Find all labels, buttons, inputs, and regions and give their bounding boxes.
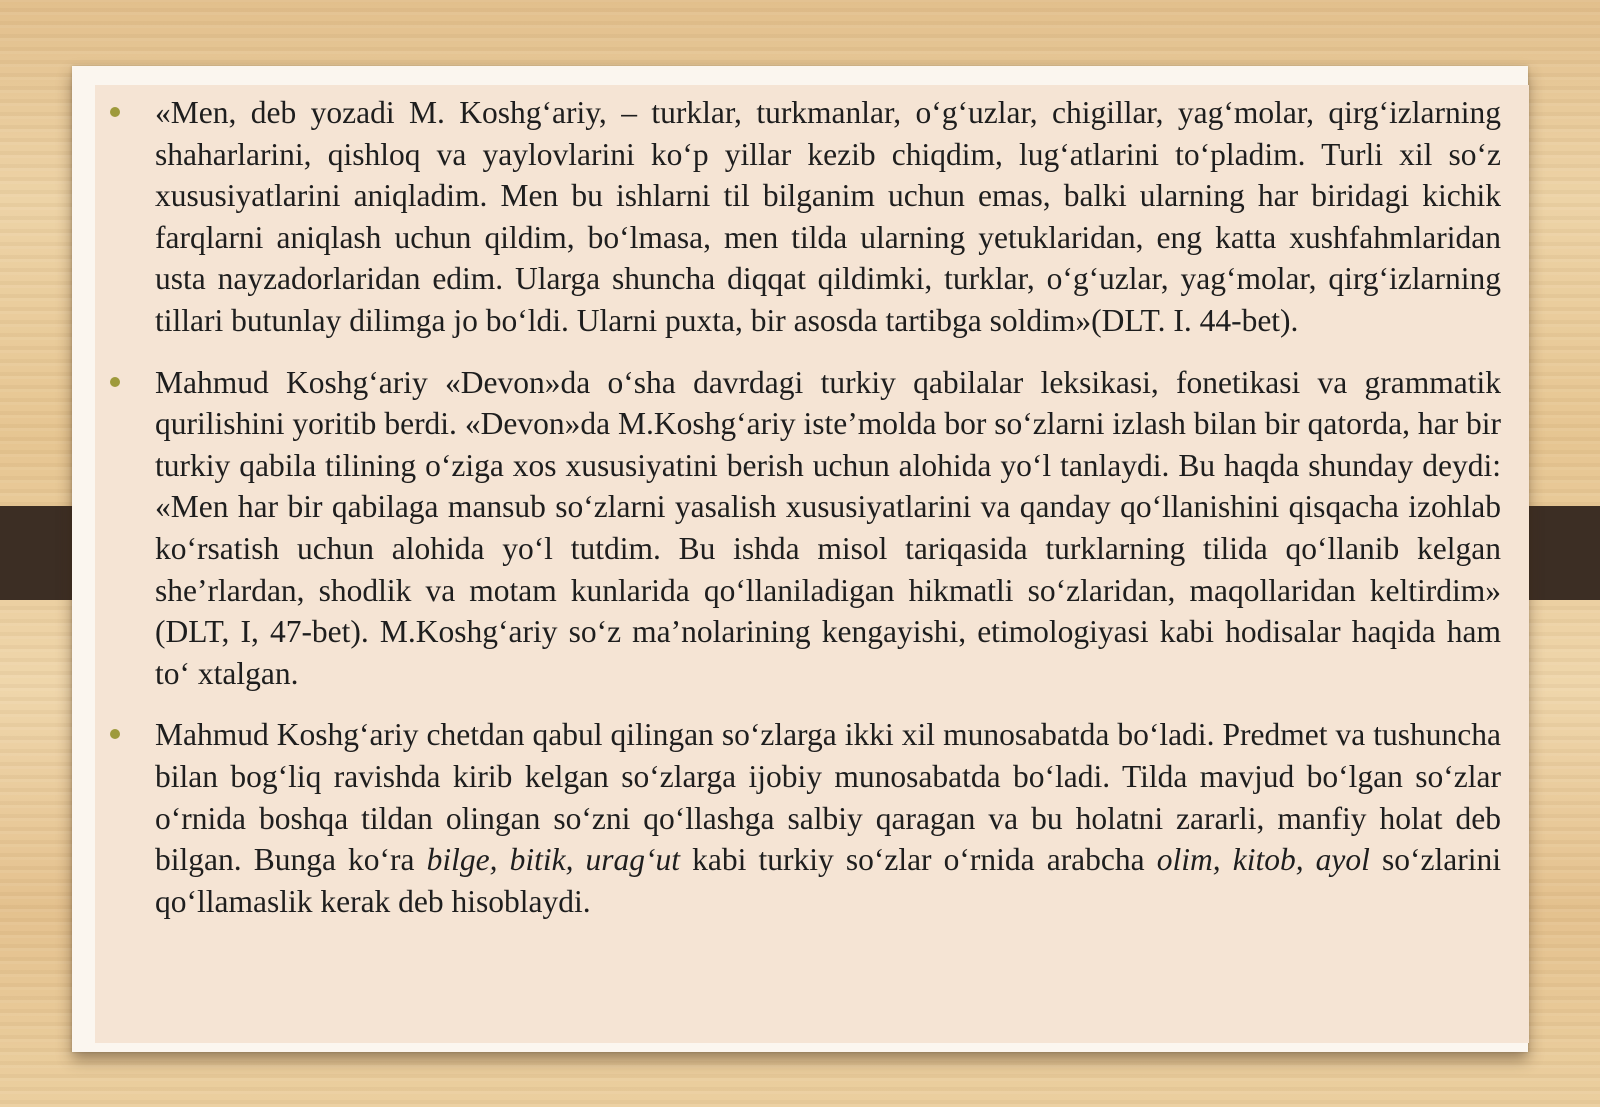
- bullet-dot-icon: [110, 377, 120, 387]
- italic-segment: olim, kitob, ayol: [1156, 842, 1370, 878]
- bullet-item: [155, 362, 1501, 695]
- bullet-item: [155, 714, 1501, 922]
- bullet-dot-icon: [110, 729, 120, 739]
- bullet-dot-icon: [110, 107, 120, 117]
- bullet-list: [155, 92, 1501, 922]
- text-segment: kabi turkiy so‘zlar o‘rnida arabcha: [680, 842, 1157, 878]
- bullet-item: [155, 92, 1501, 342]
- text-segment: Mahmud Koshg‘ariy «Devon»da o‘sha davrdagi turkiy qabilalar leksikasi, fonetikasi va grammatik qurilishini yoritib berdi. «Devon»da M.Koshg‘ariy iste’molda bor so‘zlarni izlash bilan bir qatorda, har bir turkiy qabila tilining o‘ziga xos xususiyatini berish uchun alohida yo‘l tanlaydi. Bu haqda shunday deydi: «Men har bir qabilaga mansub so‘zlarni yasalish xususiyatlarini va qanday qo‘llanishini qisqacha izohlab ko‘rsatish uchun alohida yo‘l tutdim. Bu ishda misol tariqasida turklarning tilida qo‘llanib kelgan she’rlardan, shodlik va motam kunlarida qo‘llaniladigan hikmatli so‘zlaridan, maqollaridan keltirdim» (DLT, I, 47-bet). M.Koshg‘ariy so‘z ma’nolarining kengayishi, etimologiyasi kabi hodisalar haqida ham to‘ xtalgan.: [155, 364, 1501, 691]
- slide-body: [95, 92, 1529, 942]
- italic-segment: bilge, bitik, urag‘ut: [426, 842, 681, 878]
- text-segment: Mahmud Koshg‘ariy chetdan qabul qilingan so‘zlarga ikki xil munosabatda bo‘ladi. Predmet va tushuncha bilan bog‘liq ravishda kirib kelgan so‘zlarga ijobiy munosabatda bo‘ladi. Tilda mavjud bo‘lgan so‘zlar o‘rnida boshqa tildan olingan so‘zni qo‘llashga salbiy qaragan va bu holatni zararli, manfiy holat deb bilgan. Bunga ko‘ra: [155, 717, 1501, 878]
- text-segment: «Men, deb yozadi M. Koshg‘ariy, – turklar, turkmanlar, o‘g‘uzlar, chigillar, yag‘molar, qirg‘izlarning shaharlarini, qishloq va yaylovlarini ko‘p yillar kezib chiqdim, lug‘atlarini to‘pladim. Turli xil so‘z xususiyatlarini aniqladim. Men bu ishlarni til bilganim uchun emas, balki ularning har biridagi kichik farqlarni aniqlash uchun qildim, bo‘lmasa, men tilda ularning yetuklaridan, eng katta xushfahmlaridan usta nayzadorlaridan edim. Ularga shuncha diqqat qildimki, turklar, o‘g‘uzlar, yag‘molar, qirg‘izlarning tillari butunlay dilimga jo bo‘ldi. Ularni puxta, bir asosda tartibga soldim»(DLT. I. 44-bet).: [155, 95, 1501, 338]
- text-segment: so‘zlarini qo‘llamaslik kerak deb hisoblaydi.: [155, 842, 1501, 919]
- bullet-text: [155, 95, 1501, 338]
- bullet-text: [155, 365, 1501, 691]
- bullet-text: [155, 717, 1501, 918]
